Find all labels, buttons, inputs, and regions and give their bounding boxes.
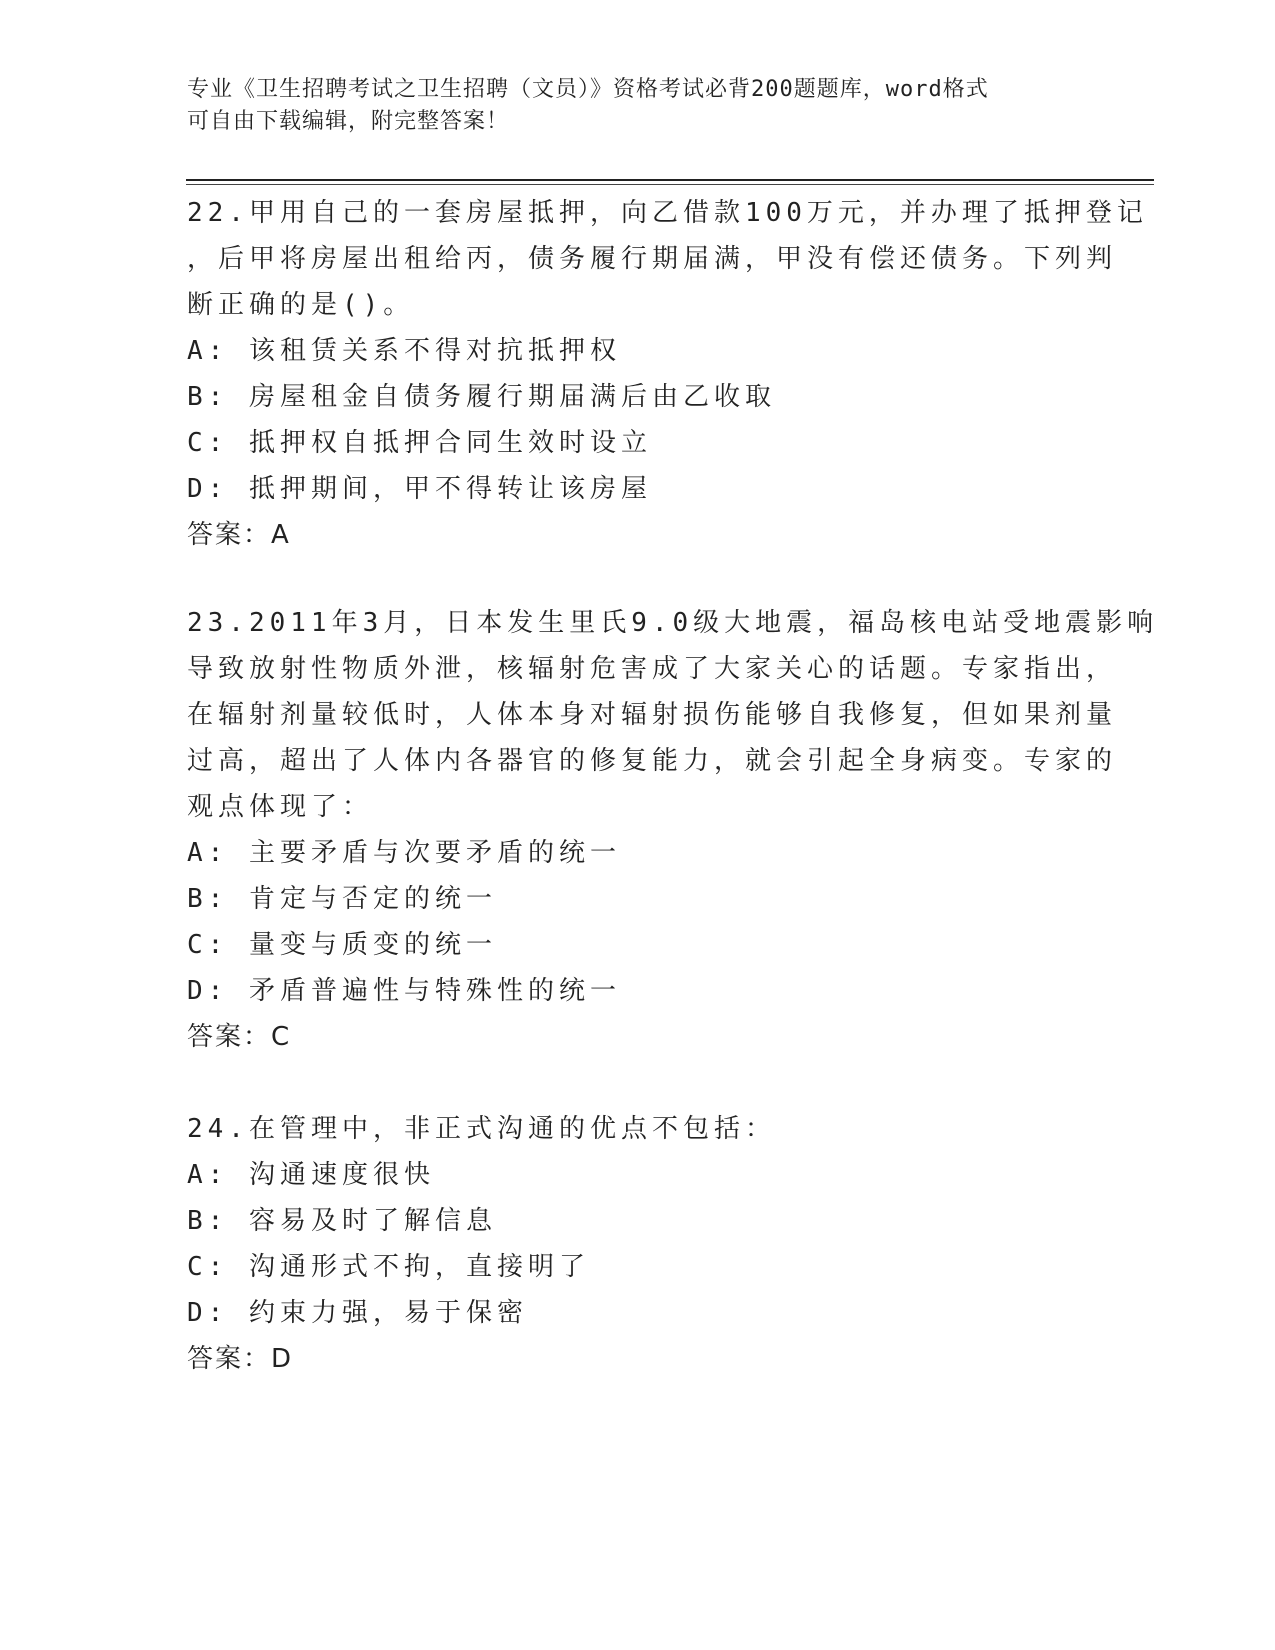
question-text-line: 过高，超出了人体内各器官的修复能力，就会引起全身病变。专家的 bbox=[187, 746, 1118, 776]
question-text-line: 观点体现了： bbox=[187, 792, 374, 822]
question-text-line: 23.2011年3月，日本发生里氏9.0级大地震，福岛核电站受地震影响 bbox=[187, 608, 1159, 638]
question-text-line: 在辐射剂量较低时，人体本身对辐射损伤能够自我修复，但如果剂量 bbox=[187, 700, 1118, 730]
question-text-line: 22.甲用自己的一套房屋抵押，向乙借款100万元，并办理了抵押登记 bbox=[187, 198, 1148, 228]
question-22 bbox=[187, 190, 1148, 558]
question-text-line: ，后甲将房屋出租给丙，债务履行期届满，甲没有偿还债务。下列判 bbox=[187, 244, 1118, 274]
option-c: C: 量变与质变的统一 bbox=[187, 930, 497, 960]
option-b: B: 房屋租金自债务履行期届满后由乙收取 bbox=[187, 382, 776, 412]
header-line: 专业《卫生招聘考试之卫生招聘（文员）》资格考试必背200题题库，word格式 bbox=[187, 77, 989, 102]
option-b: B: 容易及时了解信息 bbox=[187, 1206, 497, 1236]
header-rule bbox=[186, 179, 1154, 181]
document-header bbox=[187, 74, 1087, 138]
option-d: D: 约束力强，易于保密 bbox=[187, 1298, 528, 1328]
answer: 答案：A bbox=[187, 520, 291, 550]
option-b: B: 肯定与否定的统一 bbox=[187, 884, 497, 914]
option-c: C: 沟通形式不拘，直接明了 bbox=[187, 1252, 590, 1282]
question-text-line: 导致放射性物质外泄，核辐射危害成了大家关心的话题。专家指出， bbox=[187, 654, 1118, 684]
answer: 答案：D bbox=[187, 1344, 294, 1374]
option-c: C: 抵押权自抵押合同生效时设立 bbox=[187, 428, 652, 458]
header-line: 可自由下载编辑，附完整答案！ bbox=[187, 109, 510, 134]
option-a: A: 主要矛盾与次要矛盾的统一 bbox=[187, 838, 621, 868]
option-a: A: 沟通速度很快 bbox=[187, 1160, 435, 1190]
option-d: D: 矛盾普遍性与特殊性的统一 bbox=[187, 976, 621, 1006]
question-text-line: 24.在管理中，非正式沟通的优点不包括： bbox=[187, 1114, 776, 1144]
question-23 bbox=[187, 600, 1159, 1060]
answer: 答案：C bbox=[187, 1022, 292, 1052]
header-rule bbox=[186, 184, 1154, 185]
question-text-line: 断正确的是()。 bbox=[187, 290, 415, 320]
option-d: D: 抵押期间，甲不得转让该房屋 bbox=[187, 474, 652, 504]
option-a: A: 该租赁关系不得对抗抵押权 bbox=[187, 336, 621, 366]
question-24 bbox=[187, 1106, 1087, 1382]
